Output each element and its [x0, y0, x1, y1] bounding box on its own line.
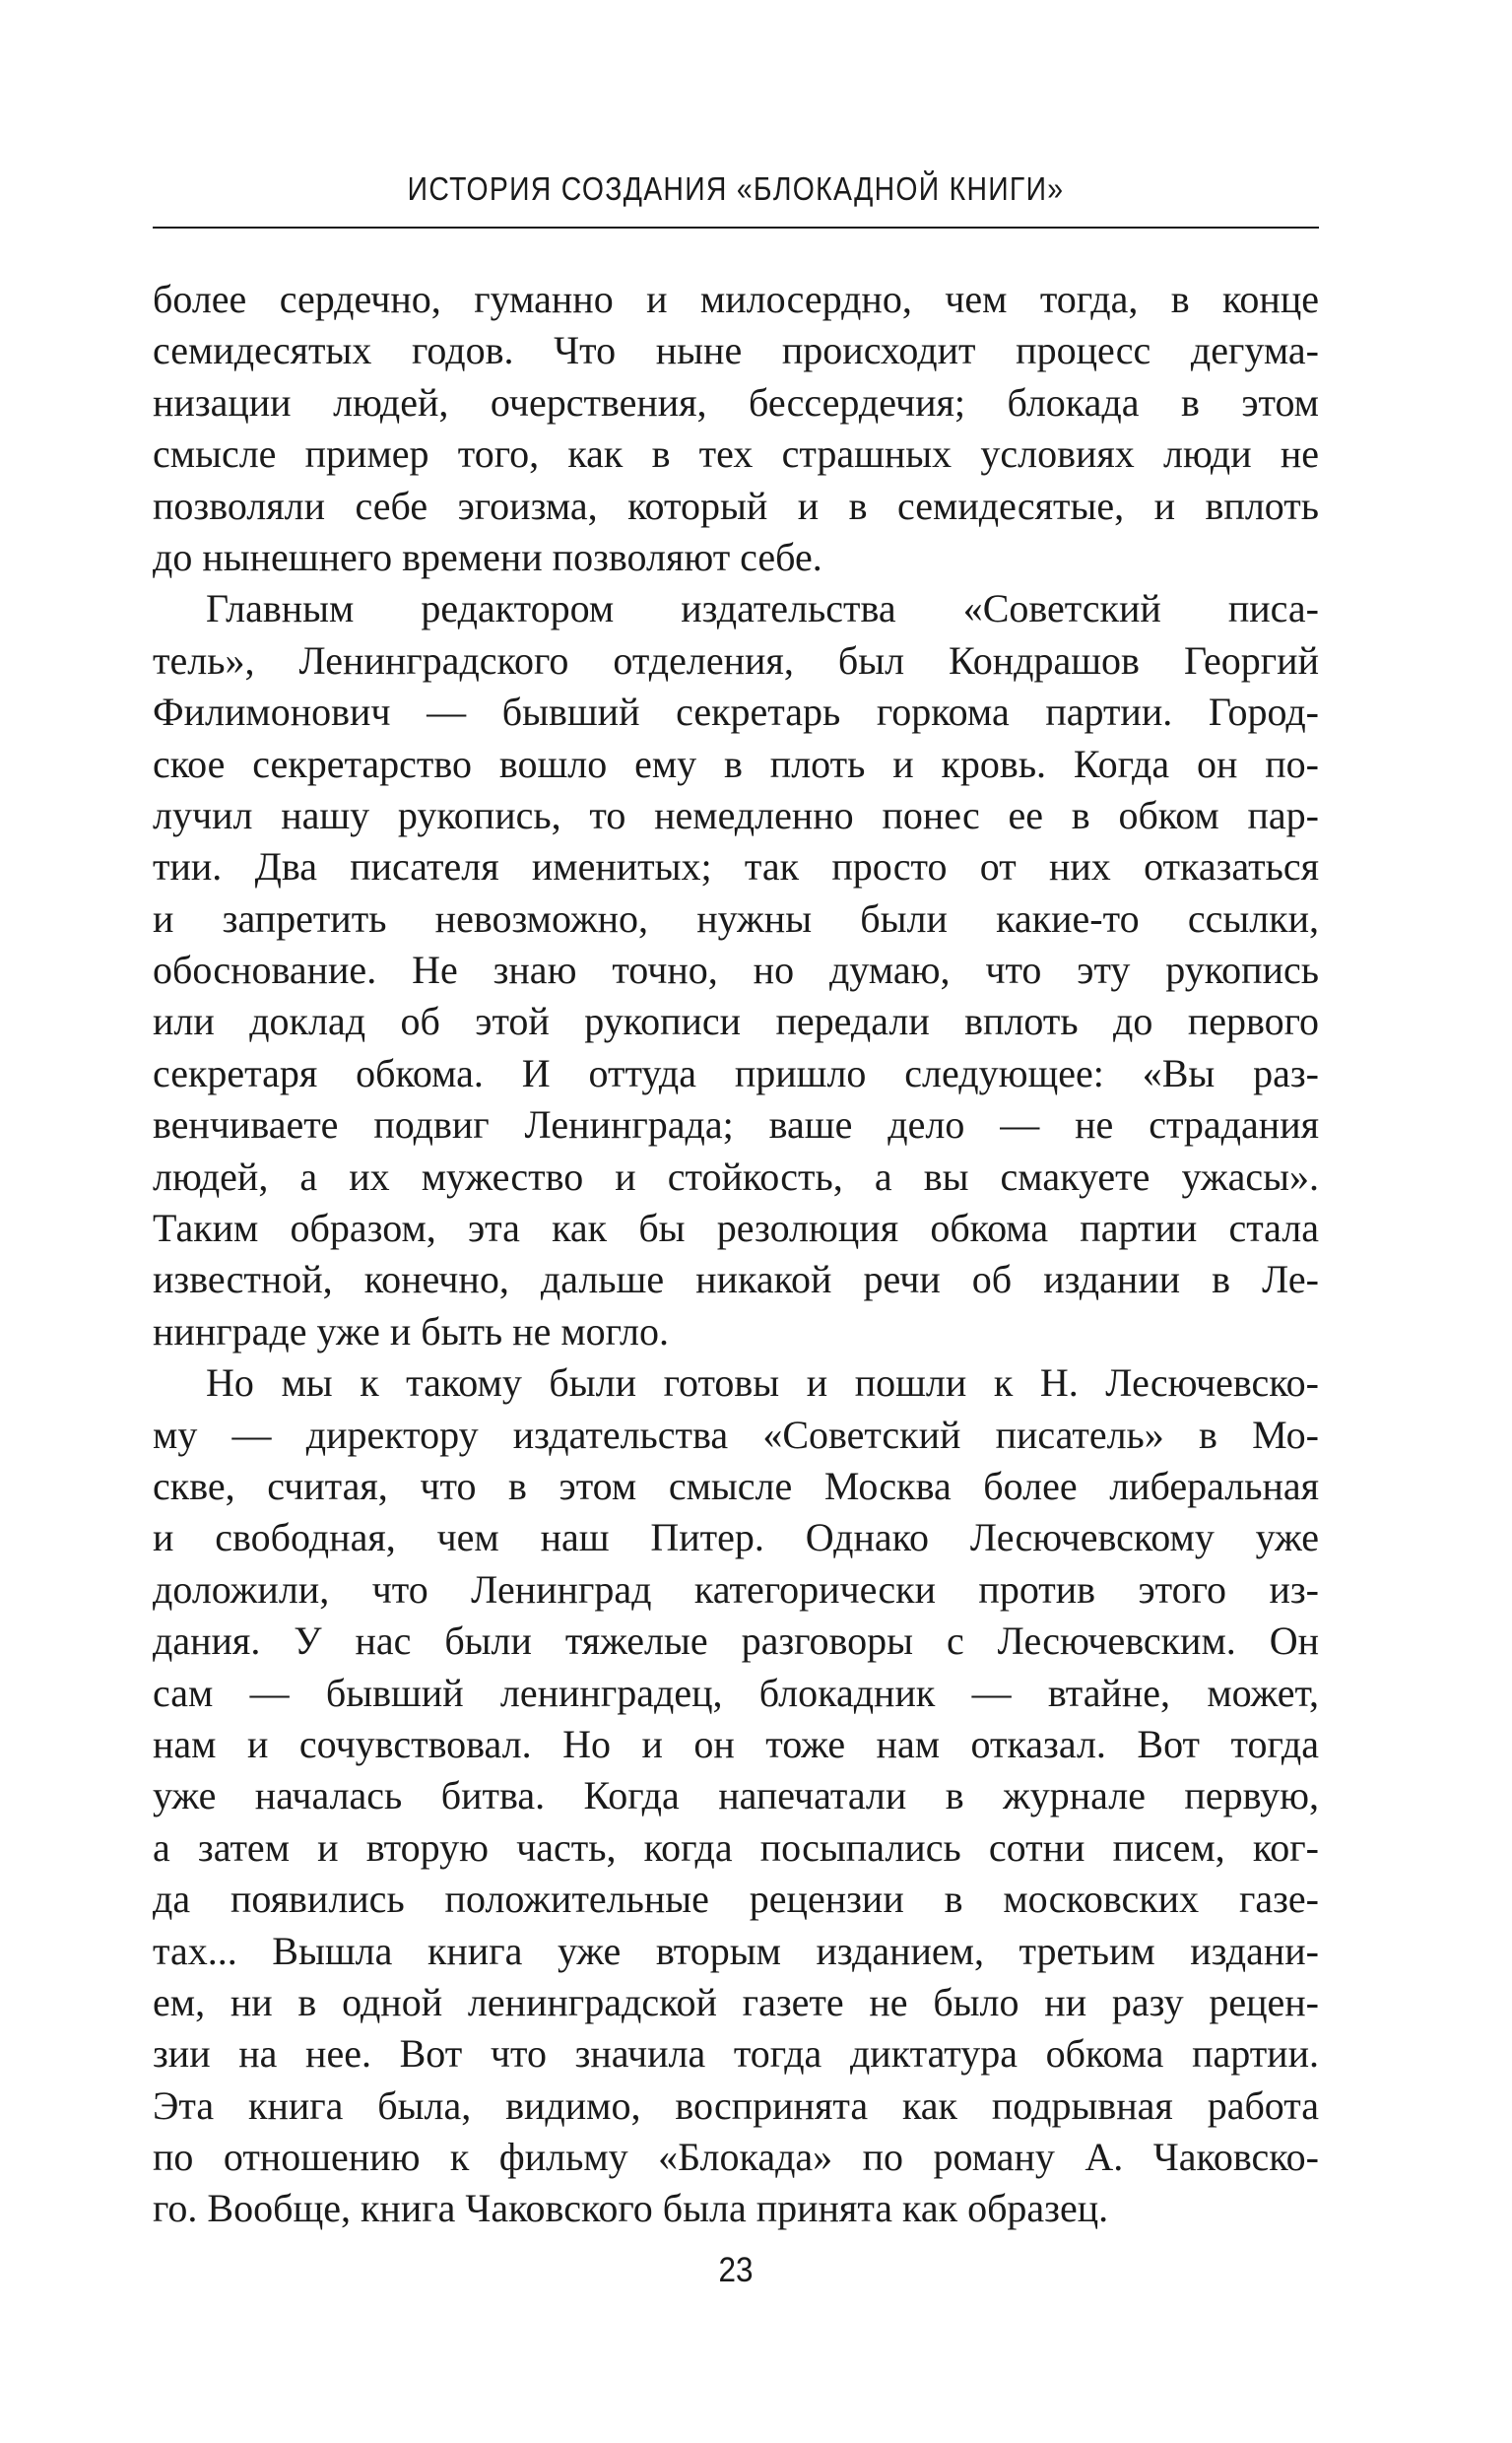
text-line: и свободная, чем наш Питер. Однако Лесючевскому уже: [153, 1515, 1319, 1560]
text-line: нам и сочувствовал. Но и он тоже нам отказал. Вот тогда: [153, 1721, 1319, 1766]
text-line: Таким образом, эта как бы резолюция обкома партии стала: [153, 1206, 1319, 1251]
text-line: скве, считая, что в этом смысле Москва более либеральная: [153, 1463, 1319, 1508]
text-line: позволяли себе эгоизма, который и в семидесятые, и вплоть: [153, 483, 1319, 528]
text-line: доложили, что Ленинград категорически против этого из-: [153, 1566, 1319, 1612]
text-line: низации людей, очерствения, бессердечия; блокада в этом: [153, 379, 1319, 425]
paragraph: [153, 274, 1319, 583]
text-line: сам — бывший ленинградец, блокадник — втайне, может,: [153, 1670, 1319, 1715]
text-line: тах... Вышла книга уже вторым изданием, третьим издани-: [153, 1928, 1319, 1973]
text-line: тии. Два писателя именитых; так просто от них отказаться: [153, 844, 1319, 890]
header-rule: [153, 227, 1319, 229]
text-line: людей, а их мужество и стойкость, а вы смакуете ужасы».: [153, 1154, 1319, 1199]
paragraph: [153, 583, 1319, 1357]
text-line: а затем и вторую часть, когда посыпались сотни писем, ког-: [153, 1824, 1319, 1870]
text-line: лучил нашу рукопись, то немедленно понес ее в обком пар-: [153, 792, 1319, 837]
text-line: венчиваете подвиг Ленинграда; ваше дело — не страдания: [153, 1102, 1319, 1148]
text-line: смысле пример того, как в тех страшных условиях люди не: [153, 431, 1319, 477]
text-line: Филимонович — бывший секретарь горкома партии. Город-: [153, 690, 1319, 735]
text-line: дания. У нас были тяжелые разговоры с Лесючевским. Он: [153, 1618, 1319, 1664]
text-line: зии на нее. Вот что значила тогда диктатура обкома партии.: [153, 2031, 1319, 2077]
text-line: более сердечно, гуманно и милосердно, чем тогда, в конце: [153, 277, 1319, 321]
text-line: го. Вообще, книга Чаковского была принята как образец.: [153, 2186, 1109, 2231]
text-line: семидесятых годов. Что ныне происходит процесс дегума-: [153, 328, 1319, 373]
text-line: тель», Ленинградского отделения, был Кондрашов Георгий: [153, 637, 1319, 683]
text-line: Но мы к такому были готовы и пошли к Н. Лесючевско-: [206, 1360, 1319, 1406]
text-line: и запретить невозможно, нужны были какие-то ссылки,: [153, 895, 1319, 941]
text-line: секретаря обкома. И оттуда пришло следующее: «Вы раз-: [153, 1050, 1319, 1095]
body-text: [153, 274, 1319, 2235]
text-line: Эта книга была, видимо, воспринята как подрывная работа: [153, 2082, 1319, 2128]
text-line: ем, ни в одной ленинградской газете не было ни разу рецен-: [153, 1979, 1319, 2024]
paragraph: [153, 1357, 1319, 2235]
running-title: ИСТОРИЯ СОЗДАНИЯ «БЛОКАДНОЙ КНИГИ»: [407, 170, 1065, 207]
text-line: обоснование. Не знаю точно, но думаю, что эту рукопись: [153, 948, 1319, 993]
text-line: нинграде уже и быть не могло.: [153, 1308, 669, 1354]
text-line: уже началась битва. Когда напечатали в журнале первую,: [153, 1773, 1319, 1818]
text-line: до нынешнего времени позволяют себе.: [153, 534, 822, 579]
text-line: Главным редактором издательства «Советский писа-: [206, 586, 1319, 631]
text-line: известной, конечно, дальше никакой речи об издании в Ле-: [153, 1257, 1319, 1302]
text-line: по отношению к фильму «Блокада» по роману А. Чаковско-: [153, 2135, 1319, 2180]
text-line: да появились положительные рецензии в московских газе-: [153, 1877, 1319, 1922]
text-line: ское секретарство вошло ему в плоть и кровь. Когда он по-: [153, 741, 1319, 786]
page-number: 23: [718, 2251, 754, 2289]
text-line: му — директору издательства «Советский писатель» в Мо-: [153, 1412, 1319, 1457]
text-line: или доклад об этой рукописи передали вплоть до первого: [153, 999, 1319, 1044]
